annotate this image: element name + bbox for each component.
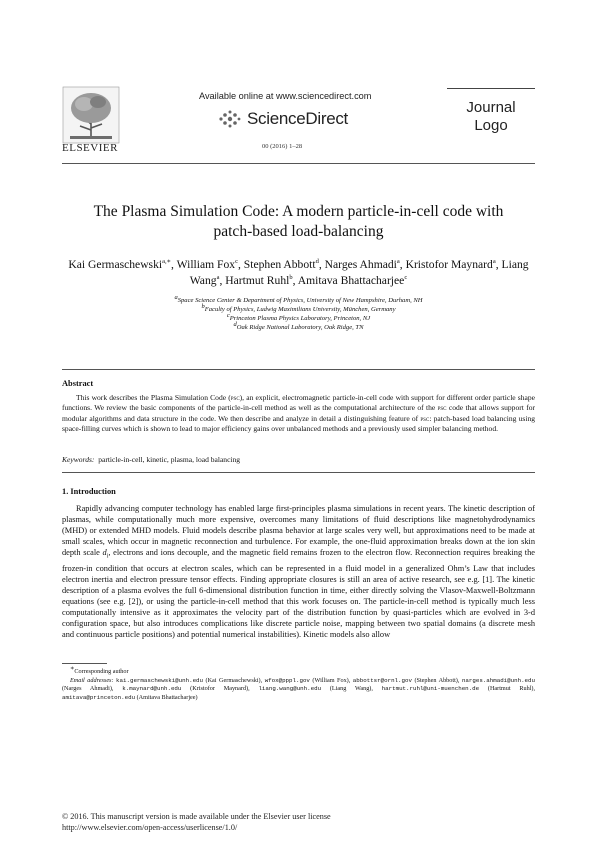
abstract-fragment: : patch-based load balancing using space-filling curves which is shown to lead to major efficiency gains over unbalanced methods and a previously used simpler balancing method. bbox=[62, 413, 535, 433]
license-url[interactable]: http://www.elsevier.com/open-access/userlicense/1.0/ bbox=[62, 822, 238, 832]
author-separator: , bbox=[292, 273, 298, 287]
email-link[interactable]: hartmut.ruhl@uni-muenchen.de bbox=[381, 685, 480, 693]
email-link[interactable]: wfox@pppl.gov bbox=[264, 676, 310, 684]
body-text: , electrons and ions decouple, and the magnetic field remains frozen to the electron flow. Reconnection requires breaking the frozen-in condition that occurs at electron scales, which can be represented in a fluid model in a generalized Ohm’s Law that includes electron inertia and electron pressure tensor effects. Finding appropriate closures is still an area of active research, see e.g. [1]. The kinetic description of a plasma evolves the full 6-dimensional distribution function in time, either directly solving the Vlasov-Maxwell-Boltzmann equations (see e.g. [2]), or using the particle-in-cell method that this work focuses on. The particle-in-cell method is typically much less computationally intensive as it approximates the velocity part of the distribution function by quasi-particles which are evolved in 3-d configuration space, but also introduces complications like discrete particle noise, mapping between two spatial domains (a discrete mesh and continuous particle positions) and potential numerical instabilities). Kinetic models also allow bbox=[62, 548, 535, 640]
author-separator: , bbox=[318, 258, 325, 271]
license-text: © 2016. This manuscript version is made available under the Elsevier user license bbox=[62, 812, 331, 821]
footnote bbox=[62, 664, 535, 703]
affiliation-text: Princeton Plasma Physics Laboratory, Princeton, NJ bbox=[229, 315, 371, 322]
email-addresses bbox=[62, 677, 535, 703]
author-name: Hartmut Ruhl bbox=[225, 273, 290, 287]
email-link[interactable]: k.maynard@unh.edu bbox=[122, 685, 182, 693]
author-separator: , bbox=[171, 258, 177, 271]
author-name: Kristofor Maynard bbox=[405, 258, 493, 271]
author-affiliation-mark: a,∗ bbox=[162, 258, 172, 266]
email-link[interactable]: kai.germaschewski@unh.edu bbox=[116, 676, 204, 684]
sciencedirect-logo bbox=[217, 107, 348, 131]
affiliation bbox=[62, 293, 535, 305]
email-owner: (Liang Wang), bbox=[321, 685, 382, 693]
sciencedirect-dots-icon bbox=[217, 109, 241, 129]
affiliation-mark: c bbox=[226, 311, 230, 319]
affiliation-mark: d bbox=[233, 320, 237, 328]
code-name: psc bbox=[420, 413, 430, 423]
affiliation-text: Space Science Center & Department of Physics, University of New Hampshire, Durham, NH bbox=[177, 297, 423, 304]
affiliation bbox=[62, 320, 535, 332]
author-affiliation-mark: a bbox=[396, 258, 400, 266]
code-name: psc bbox=[437, 403, 447, 413]
elsevier-tree-logo-icon bbox=[62, 86, 120, 144]
corresponding-author-note bbox=[62, 664, 535, 677]
journal-logo-placeholder bbox=[447, 88, 535, 146]
code-name: psc bbox=[230, 393, 240, 402]
affiliation bbox=[62, 311, 535, 323]
publisher-name: ELSEVIER bbox=[62, 142, 118, 154]
author-name: Amitava Bhattacharjee bbox=[297, 273, 405, 287]
affiliation-mark: a bbox=[174, 293, 178, 301]
footnote-rule bbox=[62, 663, 107, 664]
keywords-label: Keywords: bbox=[62, 455, 95, 464]
sciencedirect-wordmark: ScienceDirect bbox=[247, 109, 348, 128]
abstract-fragment: ), an explicit, electromagnetic particle-in-cell code with support for different order particle shape functions. We review the basic components of the particle-in-cell method as well as the computational architecture of the bbox=[62, 393, 535, 413]
journal-logo-line-1: Journal bbox=[466, 99, 516, 116]
footnote-mark: ∗ bbox=[70, 664, 75, 672]
license-notice bbox=[62, 812, 331, 833]
email-owner: (Kristofor Maynard), bbox=[181, 685, 259, 693]
author-separator: , bbox=[399, 258, 406, 271]
affiliation-mark: b bbox=[201, 302, 205, 310]
math-subscript: i bbox=[106, 553, 109, 560]
abstract-fragment: This work describes the Plasma Simulation Code ( bbox=[76, 393, 231, 402]
email-owner: (Narges Ahmadi), bbox=[62, 685, 123, 693]
header-divider bbox=[62, 163, 535, 164]
email-owner: (William Fox), bbox=[309, 676, 353, 684]
email-label: Email addresses: bbox=[70, 676, 114, 684]
abstract-bottom-divider bbox=[62, 472, 535, 473]
email-owner: (Kai Germaschewski), bbox=[203, 676, 265, 684]
email-link[interactable]: narges.ahmadi@unh.edu bbox=[461, 676, 535, 684]
abstract-top-divider bbox=[62, 369, 535, 370]
journal-logo-line-2: Logo bbox=[474, 117, 508, 134]
author-separator: , bbox=[219, 273, 226, 287]
email-owner: (Stephen Abbott), bbox=[411, 676, 462, 684]
author-name: Kai Germaschewski bbox=[68, 258, 163, 271]
volume-info: 00 (2016) 1–28 bbox=[262, 143, 303, 150]
email-link[interactable]: amitava@princeton.edu bbox=[62, 694, 136, 702]
author-list bbox=[62, 257, 535, 288]
section-heading: 1. Introduction bbox=[62, 487, 116, 496]
author-affiliation-mark: c bbox=[404, 273, 408, 281]
available-online-text: Available online at www.sciencedirect.com bbox=[199, 91, 372, 101]
author-name: William Fox bbox=[176, 258, 236, 271]
body-text: Rapidly advancing computer technology has enabled large first-principles plasma simulations in recent years. The kinetic description of plasmas, while computationally much more expensive, overcomes many limitations of fluid descriptions like magnetohydrodynamics (MHD) or extended MHD models. Fluid models describe plasma behavior at large scales very well, but approximations need to be made at small scales, which occur in magnetic reconnection and turbulence. For example, the one-fluid approximation breaks down at the ion skin depth scale bbox=[62, 504, 535, 558]
corresponding-author-text: Corresponding author bbox=[74, 668, 129, 675]
email-link[interactable]: liang.wang@unh.edu bbox=[258, 685, 322, 693]
author-affiliation-mark: c bbox=[235, 258, 238, 266]
author-name: Liang Wang bbox=[189, 258, 529, 287]
author-separator: , bbox=[495, 258, 502, 271]
author-affiliation-mark: b bbox=[289, 273, 293, 281]
abstract-heading: Abstract bbox=[62, 379, 94, 388]
author-affiliation-mark: d bbox=[315, 258, 319, 266]
email-link[interactable]: abbottsr@ornl.gov bbox=[352, 676, 412, 684]
email-owner: (Hartmut Ruhl), bbox=[479, 685, 535, 693]
affiliation-text: Oak Ridge National Laboratory, Oak Ridge, TN bbox=[236, 324, 364, 331]
affiliation-text: Faculty of Physics, Ludwig Maximilians University, München, Germany bbox=[204, 306, 396, 313]
author-name: Stephen Abbott bbox=[243, 258, 316, 271]
keywords-text: particle-in-cell, kinetic, plasma, load balancing bbox=[98, 455, 241, 464]
abstract-fragment: code that allows support for modular algorithms and data structure in the code. We then describe and analyze in detail a distinguishing feature of bbox=[62, 403, 535, 423]
abstract-text bbox=[62, 393, 535, 434]
title-line-2: patch-based load-balancing bbox=[213, 223, 384, 240]
math-symbol: d bbox=[102, 548, 107, 558]
introduction-paragraph bbox=[62, 503, 535, 640]
author-affiliation-mark: a bbox=[492, 258, 496, 266]
author-name: Narges Ahmadi bbox=[324, 258, 397, 271]
keywords bbox=[62, 455, 535, 464]
author-affiliation-mark: a bbox=[216, 273, 220, 281]
paper-title bbox=[62, 202, 535, 242]
affiliation bbox=[62, 302, 535, 314]
author-separator: , bbox=[237, 258, 244, 271]
email-owner: (Amitava Bhattacharjee) bbox=[135, 694, 198, 702]
title-line-1: The Plasma Simulation Code: A modern particle-in-cell code with bbox=[93, 203, 504, 220]
